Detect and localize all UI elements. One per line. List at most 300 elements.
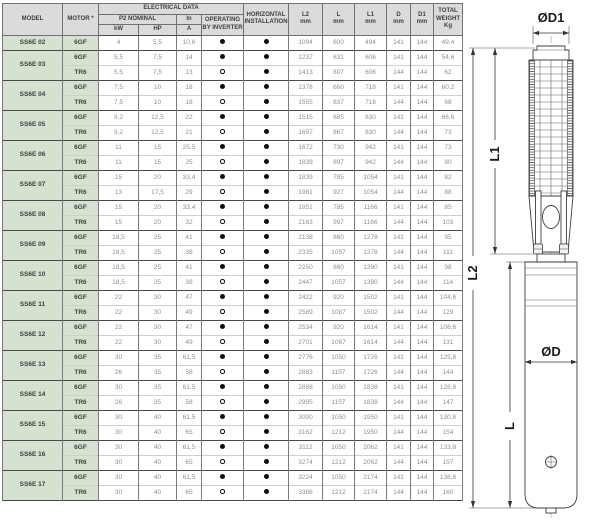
current-cell: 14 [177,50,202,65]
current-cell: 61,5 [177,410,202,425]
motor-cell: 6GF [63,200,99,215]
filled-dot-icon [264,39,269,44]
filled-dot-icon [264,459,269,464]
l-cell: 860 [323,260,355,275]
dimension-l [502,262,525,508]
filled-dot-icon [264,264,269,269]
kw-cell: 15 [99,200,139,215]
l2-unit: mm [300,19,311,26]
valve-housing [543,206,560,229]
d1-cell: 144 [411,155,434,170]
kw-cell: 9,2 [99,125,139,140]
l2-cell: 3274 [289,455,323,470]
l2-cell: 1378 [289,80,323,95]
d1-cell: 144 [411,350,434,365]
d-cell: 141 [387,170,411,185]
l2-cell: 1697 [289,125,323,140]
weight-cell: 131 [434,335,463,350]
horizontal-cell [244,230,289,245]
current-cell: 38 [177,275,202,290]
current-cell: 49 [177,335,202,350]
d-cell: 144 [387,365,411,380]
current-cell: 38 [177,245,202,260]
spec-row [3,155,463,170]
current-cell: 65 [177,485,202,500]
kw-cell: 22 [99,335,139,350]
current-cell: 61,5 [177,470,202,485]
filled-dot-icon [264,354,269,359]
d-cell: 141 [387,80,411,95]
current-cell: 25,5 [177,140,202,155]
l2-cell: 2888 [289,380,323,395]
weight-cell: 73 [434,140,463,155]
hp-cell: 25 [139,275,177,290]
kw-cell: 13 [99,185,139,200]
filled-dot-icon [264,489,269,494]
kw-cell: 18,5 [99,245,139,260]
spec-row [3,215,463,230]
kw-cell: 30 [99,410,139,425]
l1-unit: mm [365,19,376,26]
motor-cell: TR6 [63,125,99,140]
horizontal-cell [244,380,289,395]
open-dot-icon [220,399,225,404]
weight-cell: 98 [434,260,463,275]
filled-dot-icon [264,369,269,374]
weight-cell: 136,8 [434,470,463,485]
l-unit: mm [333,19,344,26]
filled-dot-icon [220,144,225,149]
l-cell: 1050 [323,380,355,395]
horizontal-cell [244,170,289,185]
d-cell: 144 [387,425,411,440]
kw-cell: 18,5 [99,230,139,245]
horizontal-cell [244,320,289,335]
cable-guard-left [536,191,542,244]
d-cell: 141 [387,50,411,65]
motor-cell: 6GF [63,50,99,65]
d1-cell: 144 [411,110,434,125]
d-cell: 141 [387,320,411,335]
horizontal-cell [244,350,289,365]
current-cell: 29 [177,185,202,200]
kw-cell: 7,5 [99,95,139,110]
hp-cell: 15 [139,140,177,155]
l-dim-label: L [502,422,517,430]
horizontal-cell [244,80,289,95]
kw-cell: 15 [99,215,139,230]
l-label: L [336,11,341,18]
l2-cell: 1555 [289,95,323,110]
inverter-cell [202,170,244,185]
filled-dot-icon [264,339,269,344]
inverter-cell [202,320,244,335]
inverter-cell [202,230,244,245]
model-cell: SS6E 17 [3,470,63,500]
filled-dot-icon [220,384,225,389]
inverter-cell [202,485,244,500]
hp-cell: 20 [139,215,177,230]
l1-cell: 1502 [355,305,387,320]
spec-row [3,320,463,335]
d-cell: 144 [387,155,411,170]
open-dot-icon [220,369,225,374]
l1-cell: 1390 [355,275,387,290]
col-header-hp: HP [139,25,177,36]
spec-row [3,485,463,500]
kw-cell: 4 [99,35,139,50]
l-cell: 1157 [323,365,355,380]
l1-cell: 2174 [355,485,387,500]
pump-head [533,46,569,60]
d-cell: 144 [387,305,411,320]
filled-dot-icon [264,99,269,104]
current-cell: 65 [177,425,202,440]
l1-label: L1 [366,11,374,18]
filled-dot-icon [220,444,225,449]
d-cell: 144 [387,95,411,110]
l1-cell: 2174 [355,470,387,485]
weight-cell: 88 [434,185,463,200]
l1-cell: 1054 [355,170,387,185]
l-cell: 600 [323,35,355,50]
l-cell: 1050 [323,350,355,365]
spec-row [3,245,463,260]
model-cell: SS6E 03 [3,50,63,80]
kw-cell: 30 [99,470,139,485]
motor-bottom-stub [546,508,556,513]
l1-cell: 1166 [355,215,387,230]
open-dot-icon [220,459,225,464]
kw-cell: 5,5 [99,65,139,80]
filled-dot-icon [220,414,225,419]
l2-cell: 2589 [289,305,323,320]
motor-cell: TR6 [63,395,99,410]
d-cell: 141 [387,290,411,305]
weight-cell: 147 [434,395,463,410]
horizontal-cell [244,215,289,230]
filled-dot-icon [220,204,225,209]
l2-cell: 2701 [289,335,323,350]
hp-cell: 35 [139,365,177,380]
motor-cell: 6GF [63,350,99,365]
kw-cell: 26 [99,365,139,380]
inverter-cell [202,440,244,455]
l2-cell: 1515 [289,110,323,125]
inverter-cell [202,305,244,320]
spec-row [3,65,463,80]
inverter-cell [202,275,244,290]
hp-cell: 30 [139,320,177,335]
motor-cell: 6GF [63,170,99,185]
hp-cell: 40 [139,470,177,485]
filled-dot-icon [264,69,269,74]
dimension-l2 [465,48,480,508]
motor-cell: TR6 [63,305,99,320]
d-cell: 141 [387,230,411,245]
weight-cell: 73 [434,125,463,140]
l-cell: 920 [323,320,355,335]
weight-cell: 80 [434,155,463,170]
spec-row [3,470,463,485]
l1-cell: 2062 [355,455,387,470]
l-cell: 920 [323,290,355,305]
kw-cell: 15 [99,170,139,185]
weight-label-2: WEIGHT [436,15,460,22]
spec-row [3,35,463,50]
d1-cell: 144 [411,215,434,230]
l-cell: 1087 [323,305,355,320]
motor-cell: 6GF [63,80,99,95]
motor-cell: 6GF [63,440,99,455]
col-header-in: In [177,14,202,25]
spec-row [3,290,463,305]
kw-cell: 30 [99,455,139,470]
kw-cell: 30 [99,350,139,365]
filled-dot-icon [264,294,269,299]
l-cell: 1050 [323,440,355,455]
model-cell: SS6E 16 [3,440,63,470]
l2-cell: 3000 [289,410,323,425]
current-cell: 58 [177,395,202,410]
l-cell: 1057 [323,275,355,290]
horizontal-cell [244,200,289,215]
col-header-l1 [355,4,387,36]
inverter-cell [202,380,244,395]
horizontal-cell [244,425,289,440]
hp-cell: 40 [139,410,177,425]
d1-cell: 144 [411,170,434,185]
model-cell: SS6E 12 [3,320,63,350]
weight-cell: 68 [434,95,463,110]
filled-dot-icon [264,279,269,284]
current-cell: 41 [177,260,202,275]
inverter-cell [202,410,244,425]
current-cell: 41 [177,230,202,245]
l2-cell: 2422 [289,290,323,305]
motor-cell: 6GF [63,410,99,425]
l-cell: 1212 [323,425,355,440]
inverter-cell [202,335,244,350]
motor-cell: TR6 [63,485,99,500]
hp-cell: 10 [139,95,177,110]
l1-cell: 1838 [355,380,387,395]
l-cell: 660 [323,80,355,95]
filled-dot-icon [220,324,225,329]
spec-table-header [3,4,463,36]
model-cell: SS6E 15 [3,410,63,440]
l2-cell: 2138 [289,230,323,245]
spec-row [3,380,463,395]
filled-dot-icon [264,309,269,314]
l-cell: 997 [323,215,355,230]
l2-cell: 2534 [289,320,323,335]
kw-cell: 11 [99,140,139,155]
motor-cell: TR6 [63,95,99,110]
d1-cell: 144 [411,290,434,305]
inverter-cell [202,215,244,230]
l-cell: 1212 [323,455,355,470]
current-cell: 47 [177,320,202,335]
spec-row [3,185,463,200]
model-cell: SS6E 05 [3,110,63,140]
weight-cell: 144 [434,365,463,380]
l-cell: 1157 [323,395,355,410]
d1-cell: 144 [411,305,434,320]
weight-cell: 128,8 [434,380,463,395]
l-cell: 927 [323,185,355,200]
col-header-horizontal: HORIZONTAL INSTALLATION [244,4,289,36]
current-cell: 61,5 [177,380,202,395]
dimension-l1 [487,48,533,254]
l1-cell: 942 [355,140,387,155]
motor-cell: TR6 [63,245,99,260]
open-dot-icon [220,189,225,194]
l2-cell: 3224 [289,470,323,485]
d-unit: mm [393,19,404,26]
l1-cell: 1838 [355,395,387,410]
d-label: D [396,11,401,18]
spec-row [3,335,463,350]
d1-cell: 144 [411,125,434,140]
hp-cell: 40 [139,455,177,470]
spec-row [3,80,463,95]
d-cell: 141 [387,470,411,485]
open-dot-icon [220,159,225,164]
horizontal-cell [244,290,289,305]
l1-cell: 1950 [355,410,387,425]
l2-cell: 2447 [289,275,323,290]
l1-cell: 830 [355,110,387,125]
model-cell: SS6E 04 [3,80,63,110]
weight-cell: 114 [434,275,463,290]
inverter-cell [202,200,244,215]
horizontal-cell [244,395,289,410]
d1-cell: 144 [411,470,434,485]
open-dot-icon [220,309,225,314]
d1-label: D1 [418,11,426,18]
hp-cell: 12,5 [139,110,177,125]
filled-dot-icon [220,84,225,89]
d-cell: 144 [387,395,411,410]
l1-cell: 830 [355,125,387,140]
horizontal-cell [244,65,289,80]
weight-cell: 104,6 [434,290,463,305]
l1-cell: 2062 [355,440,387,455]
motor-cell: TR6 [63,335,99,350]
weight-cell: 133,8 [434,440,463,455]
d-cell: 144 [387,215,411,230]
horizontal-cell [244,260,289,275]
l1-cell: 1950 [355,425,387,440]
filled-dot-icon [264,474,269,479]
filled-dot-icon [264,234,269,239]
horizontal-cell [244,245,289,260]
l2-cell: 1672 [289,140,323,155]
hp-cell: 40 [139,485,177,500]
inverter-cell [202,185,244,200]
spec-row [3,305,463,320]
motor-cell: TR6 [63,275,99,290]
l-cell: 837 [323,95,355,110]
current-cell: 65 [177,455,202,470]
d1-cell: 144 [411,50,434,65]
motor-cell: 6GF [63,470,99,485]
inverter-cell [202,245,244,260]
current-cell: 58 [177,365,202,380]
d1-cell: 144 [411,410,434,425]
l-cell: 685 [323,110,355,125]
d-cell: 141 [387,140,411,155]
weight-cell: 130,8 [434,410,463,425]
inverter-cell [202,140,244,155]
col-header-l2 [289,4,323,36]
d1-cell: 144 [411,320,434,335]
l1-cell: 1726 [355,365,387,380]
l-cell: 1057 [323,245,355,260]
filled-dot-icon [220,174,225,179]
l1-cell: 1390 [355,260,387,275]
horizontal-cell [244,305,289,320]
hp-cell: 17,5 [139,185,177,200]
inverter-cell [202,260,244,275]
l2-cell: 3162 [289,425,323,440]
pump-drawing [463,0,593,531]
d1-cell: 144 [411,380,434,395]
open-dot-icon [220,219,225,224]
spec-row [3,260,463,275]
horizontal-cell [244,275,289,290]
filled-dot-icon [220,39,225,44]
current-cell: 32 [177,215,202,230]
d-cell: 144 [387,455,411,470]
l-cell: 785 [323,200,355,215]
d-cell: 144 [387,125,411,140]
l1-cell: 1054 [355,185,387,200]
l-cell: 1212 [323,485,355,500]
d1-cell: 144 [411,485,434,500]
d-cell: 144 [387,245,411,260]
inverter-cell [202,425,244,440]
motor-cell: 6GF [63,290,99,305]
pump-diagram [463,0,593,531]
open-dot-icon [220,129,225,134]
filled-dot-icon [220,474,225,479]
hp-cell: 10 [139,80,177,95]
col-header-a: A [177,25,202,36]
col-header-model: MODEL [3,4,63,36]
d-cell: 144 [387,275,411,290]
inverter-cell [202,125,244,140]
hp-cell: 5,5 [139,35,177,50]
weight-cell: 60,2 [434,80,463,95]
l2-cell: 1237 [289,50,323,65]
weight-cell: 111 [434,245,463,260]
hp-cell: 25 [139,245,177,260]
d1-unit: mm [416,19,428,26]
spec-row [3,95,463,110]
l1-cell: 606 [355,65,387,80]
hp-cell: 20 [139,200,177,215]
hp-cell: 12,5 [139,125,177,140]
weight-cell: 160 [434,485,463,500]
open-dot-icon [220,489,225,494]
l-cell: 1087 [323,335,355,350]
d-cell: 141 [387,410,411,425]
model-cell: SS6E 13 [3,350,63,380]
spec-row [3,50,463,65]
current-cell: 33,4 [177,170,202,185]
